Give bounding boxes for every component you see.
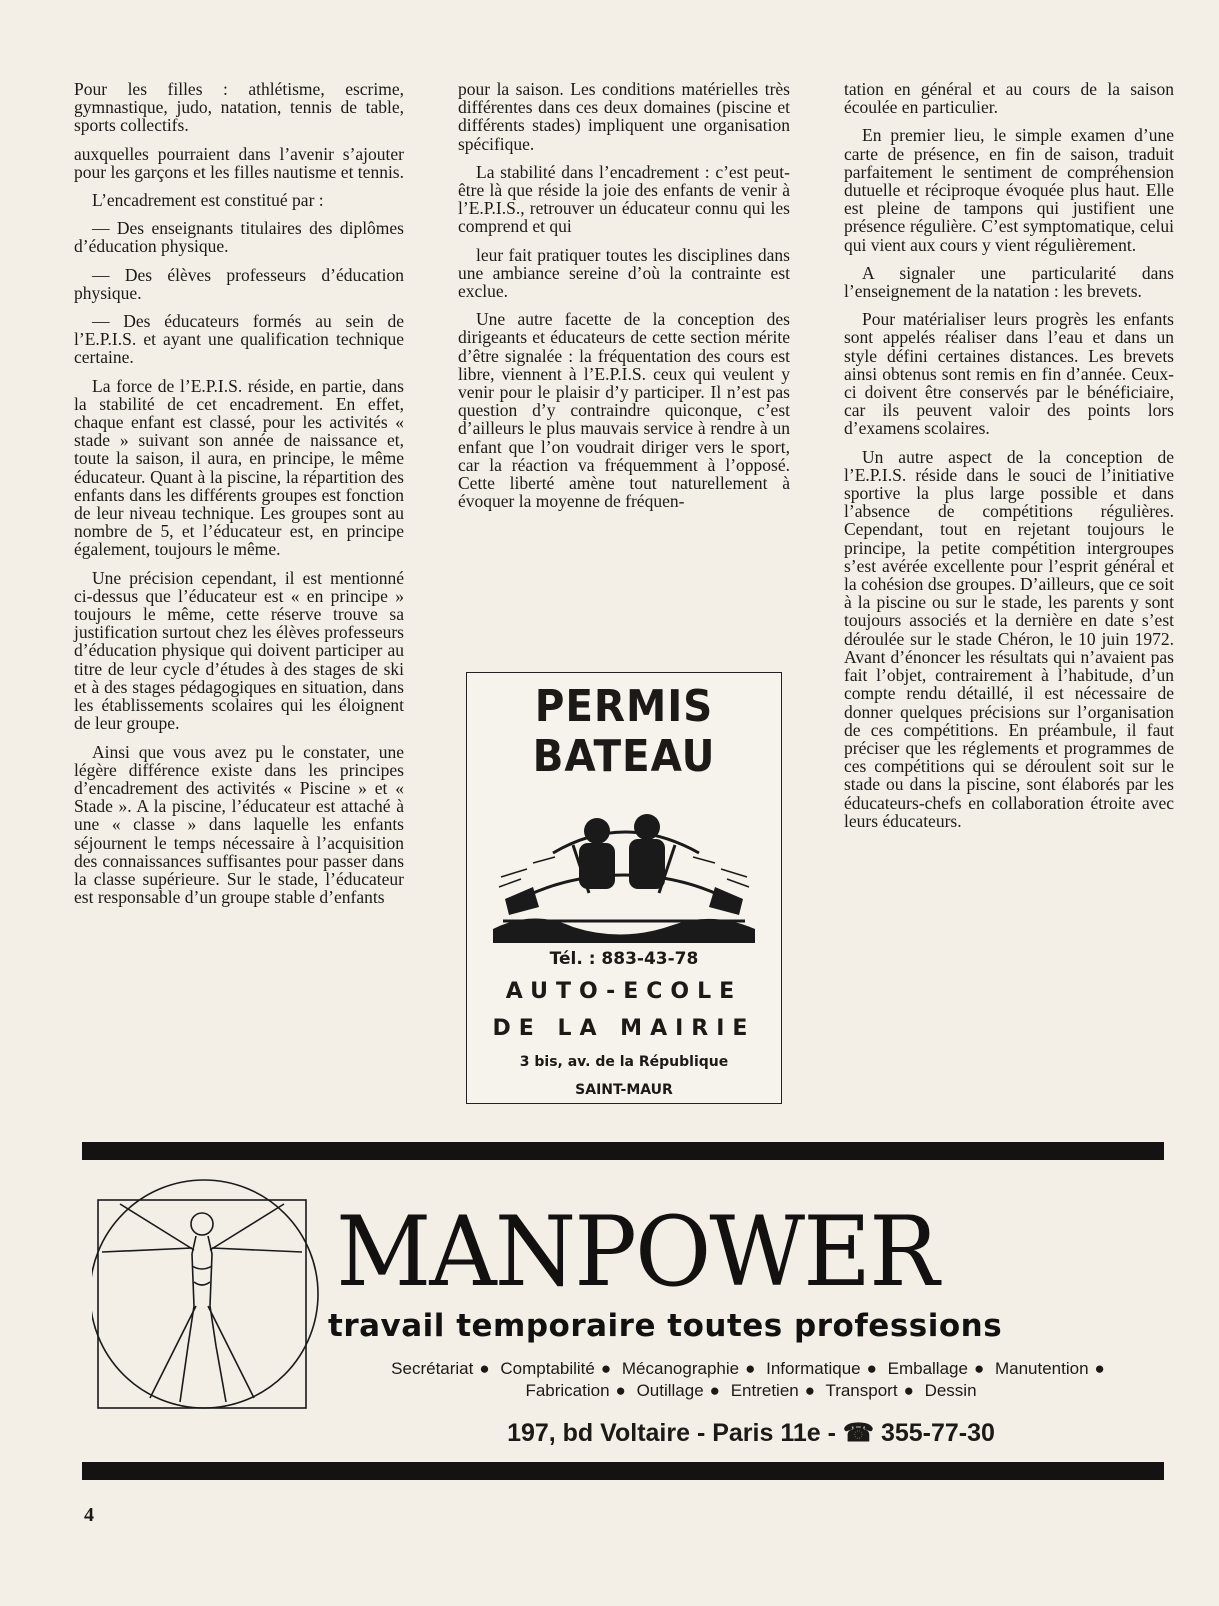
ad-headline-permis: PERMIS <box>534 681 714 732</box>
manpower-address: 197, bd Voltaire - Paris 11e - ☎ 355-77-30 <box>507 1419 995 1447</box>
paragraph: La force de l’E.P.I.S. réside, en partie, dans la stabilité de cet encadrement. En effet, chaque enfant est classé, pour les activités « stade » suivant son année de naissance et, toute la saison, il aura, en principe, le même éducateur. Quant à la piscine, la répartition des enfants dans les différents groupes est fonction de leur niveau technique. Les groupes sont au nombre de 5, et l’éducateur est, en principe également, toujours le même. <box>74 375 404 560</box>
service-item: Fabrication <box>525 1381 610 1400</box>
paragraph: En premier lieu, le simple examen d’une carte de présence, en fin de saison, traduit parfaitement le sentiment de compréhension dutuelle et réciproque évoquée plus haut. Elle est pleine de tampons qui justifient une présence régulière. C’est symptomatique, celui qui vient aux cours y vient régulièrement. <box>844 125 1174 255</box>
ad-top-rule <box>82 1142 1164 1160</box>
service-item: Dessin <box>924 1381 977 1400</box>
paragraph: Une précision cependant, il est mentionné ci-dessus que l’éducateur est « en principe » toujours le même, cette réserve trouve sa justification surtout chez les élèves professeurs d’éducation physique qui doivent participer au titre de leur cycle d’études à des stages de ski et à des stages pédagogiques en situation, dans les établissements scolaires qui les éloignent de leur groupe. <box>74 567 404 734</box>
ad-headline-bateau: BATEAU <box>532 731 716 782</box>
article-column-3 <box>844 80 1174 840</box>
paragraph: — Des éducateurs formés au sein de l’E.P.I.S. et ayant une qualification technique certaine. <box>74 311 404 368</box>
boat-illustration <box>493 783 755 943</box>
ad-school-name-1: AUTO-ECOLE <box>505 979 743 1004</box>
manpower-tagline: travail temporaire toutes professions <box>328 1308 1003 1344</box>
service-item: Manutention <box>994 1359 1089 1378</box>
manpower-services <box>336 1358 1166 1402</box>
ad-telephone: Tél. : 883-43-78 <box>549 949 699 969</box>
paragraph: L’encadrement est constitué par : <box>92 190 324 211</box>
page-number: 4 <box>84 1504 94 1526</box>
ad-address-street: 3 bis, av. de la République <box>519 1054 729 1070</box>
paragraph: A signaler une particularité dans l’enseignement de la natation : les brevets. <box>844 262 1174 302</box>
services-line-2: Fabrication ● Outillage ● Entretien ● Transport ● Dessin <box>525 1381 977 1400</box>
services-line-1: Secrétariat ● Comptabilité ● Mécanographie ● Informatique ● Emballage ● Manutention ● <box>391 1359 1105 1378</box>
service-item: Outillage <box>636 1381 704 1400</box>
ad-bottom-rule <box>82 1462 1164 1480</box>
paragraph: Un autre aspect de la conception de l’E.P.I.S. réside dans le souci de l’initiative sportive la plus large possible et dans l’absence de compétitions régulières. Cependant, tout en rejetant toujours le principe, la petite compétition intergroupes s’est avérée excellente pour l’esprit général et la cohésion dse groupes. D’ailleurs, que ce soit à la piscine ou sur le stade, les parents y sont toujours associés et la dernière en date s’est déroulée sur le stade Chéron, le 10 juin 1972. Avant d’énoncer les résultats qui n’avaient pas fait l’objet, contrairement à l’habitude, d’un compte rendu détaillé, il est nécessaire de donner quelques précisions sur l’organisation de ces compétitions. En préambule, il faut préciser que les réglements et programmes de ces compétitions qui se déroulent soit sur le stade ou dans la piscine, sont élaborés par les éducateurs-chefs en collaboration étroite avec leurs éducateurs. <box>844 446 1174 831</box>
article-column-1 <box>74 80 404 916</box>
service-item: Informatique <box>766 1359 861 1378</box>
paragraph: tation en général et au cours de la saison écoulée en particulier. <box>844 79 1174 118</box>
paragraph: Pour matérialiser leurs progrès les enfants sont appelés réaliser dans l’eau et dans un style défini certaines distances. Les brevets ainsi obtenus sont remis en fin d’année. Ceux-ci doivent être conservés par le bénéficiaire, car ils peuvent valoir des points lors d’examens scolaires. <box>844 309 1174 439</box>
service-item: Transport <box>825 1381 898 1400</box>
paragraph: Pour les filles : athlétisme, escrime, gymnastique, judo, natation, tennis de table, sports collectifs. <box>74 79 404 136</box>
service-item: Mécanographie <box>621 1359 740 1378</box>
auto-ecole-ad <box>466 672 782 1104</box>
ad-school-name-2: DE LA MAIRIE <box>492 1016 756 1041</box>
paragraph: Ainsi que vous avez pu le constater, une légère différence existe dans les principes d’encadrement des activités « Piscine » et « Stade ». A la piscine, l’éducateur est attaché à une « classe » dans laquelle les enfants séjournent le temps nécessaire à l’acquisition des connaissances suffisantes pour passer dans la classe supérieure. Sur le stade, l’éducateur est responsable d’un groupe stable d’enfants <box>74 741 404 908</box>
paragraph: Une autre facette de la conception des dirigeants et éducateurs de cette section mérite d’être signalée : la fréquentation des cours est libre, viennent à l’E.P.I.S. ceux qui veulent y venir pour le plaisir d’y participer. Il n’est pas question d’y contraindre quiconque, c’est d’ailleurs le plus mauvais service à rendre à un enfant que l’on voudrait diriger vers le sport, car la réaction va fréquemment à l’opposé. Cette liberté amène tout naturellement à évoquer la moyenne de fréquen- <box>458 309 790 512</box>
service-item: Secrétariat <box>391 1359 474 1378</box>
vitruvian-man-logo <box>92 1166 332 1416</box>
paragraph: — Des enseignants titulaires des diplômes d’éducation physique. <box>74 218 404 257</box>
paragraph: — Des élèves professeurs d’éducation physique. <box>74 264 404 303</box>
service-item: Emballage <box>887 1359 968 1378</box>
manpower-brand: MANPOWER <box>336 1196 938 1308</box>
paragraph: leur fait pratiquer toutes les disciplines dans une ambiance sereine d’où la contrainte est exclue. <box>458 244 790 302</box>
paragraph: La stabilité dans l’encadrement : c’est peut-être là que réside la joie des enfants de venir à l’E.P.I.S., retrouver un éducateur connu qui les comprend et qui <box>458 161 790 237</box>
service-item: Entretien <box>730 1381 799 1400</box>
paragraph: pour la saison. Les conditions matérielles très différentes dans ces deux domaines (piscine et différents stades) impliquent une organisation spécifique. <box>458 79 790 154</box>
paragraph: auxquelles pourraient dans l’avenir s’ajouter pour les garçons et les filles nautisme et tennis. <box>74 143 404 182</box>
service-item: Comptabilité <box>500 1359 595 1378</box>
ad-address-city: SAINT-MAUR <box>575 1082 673 1098</box>
article-column-2 <box>458 80 790 520</box>
